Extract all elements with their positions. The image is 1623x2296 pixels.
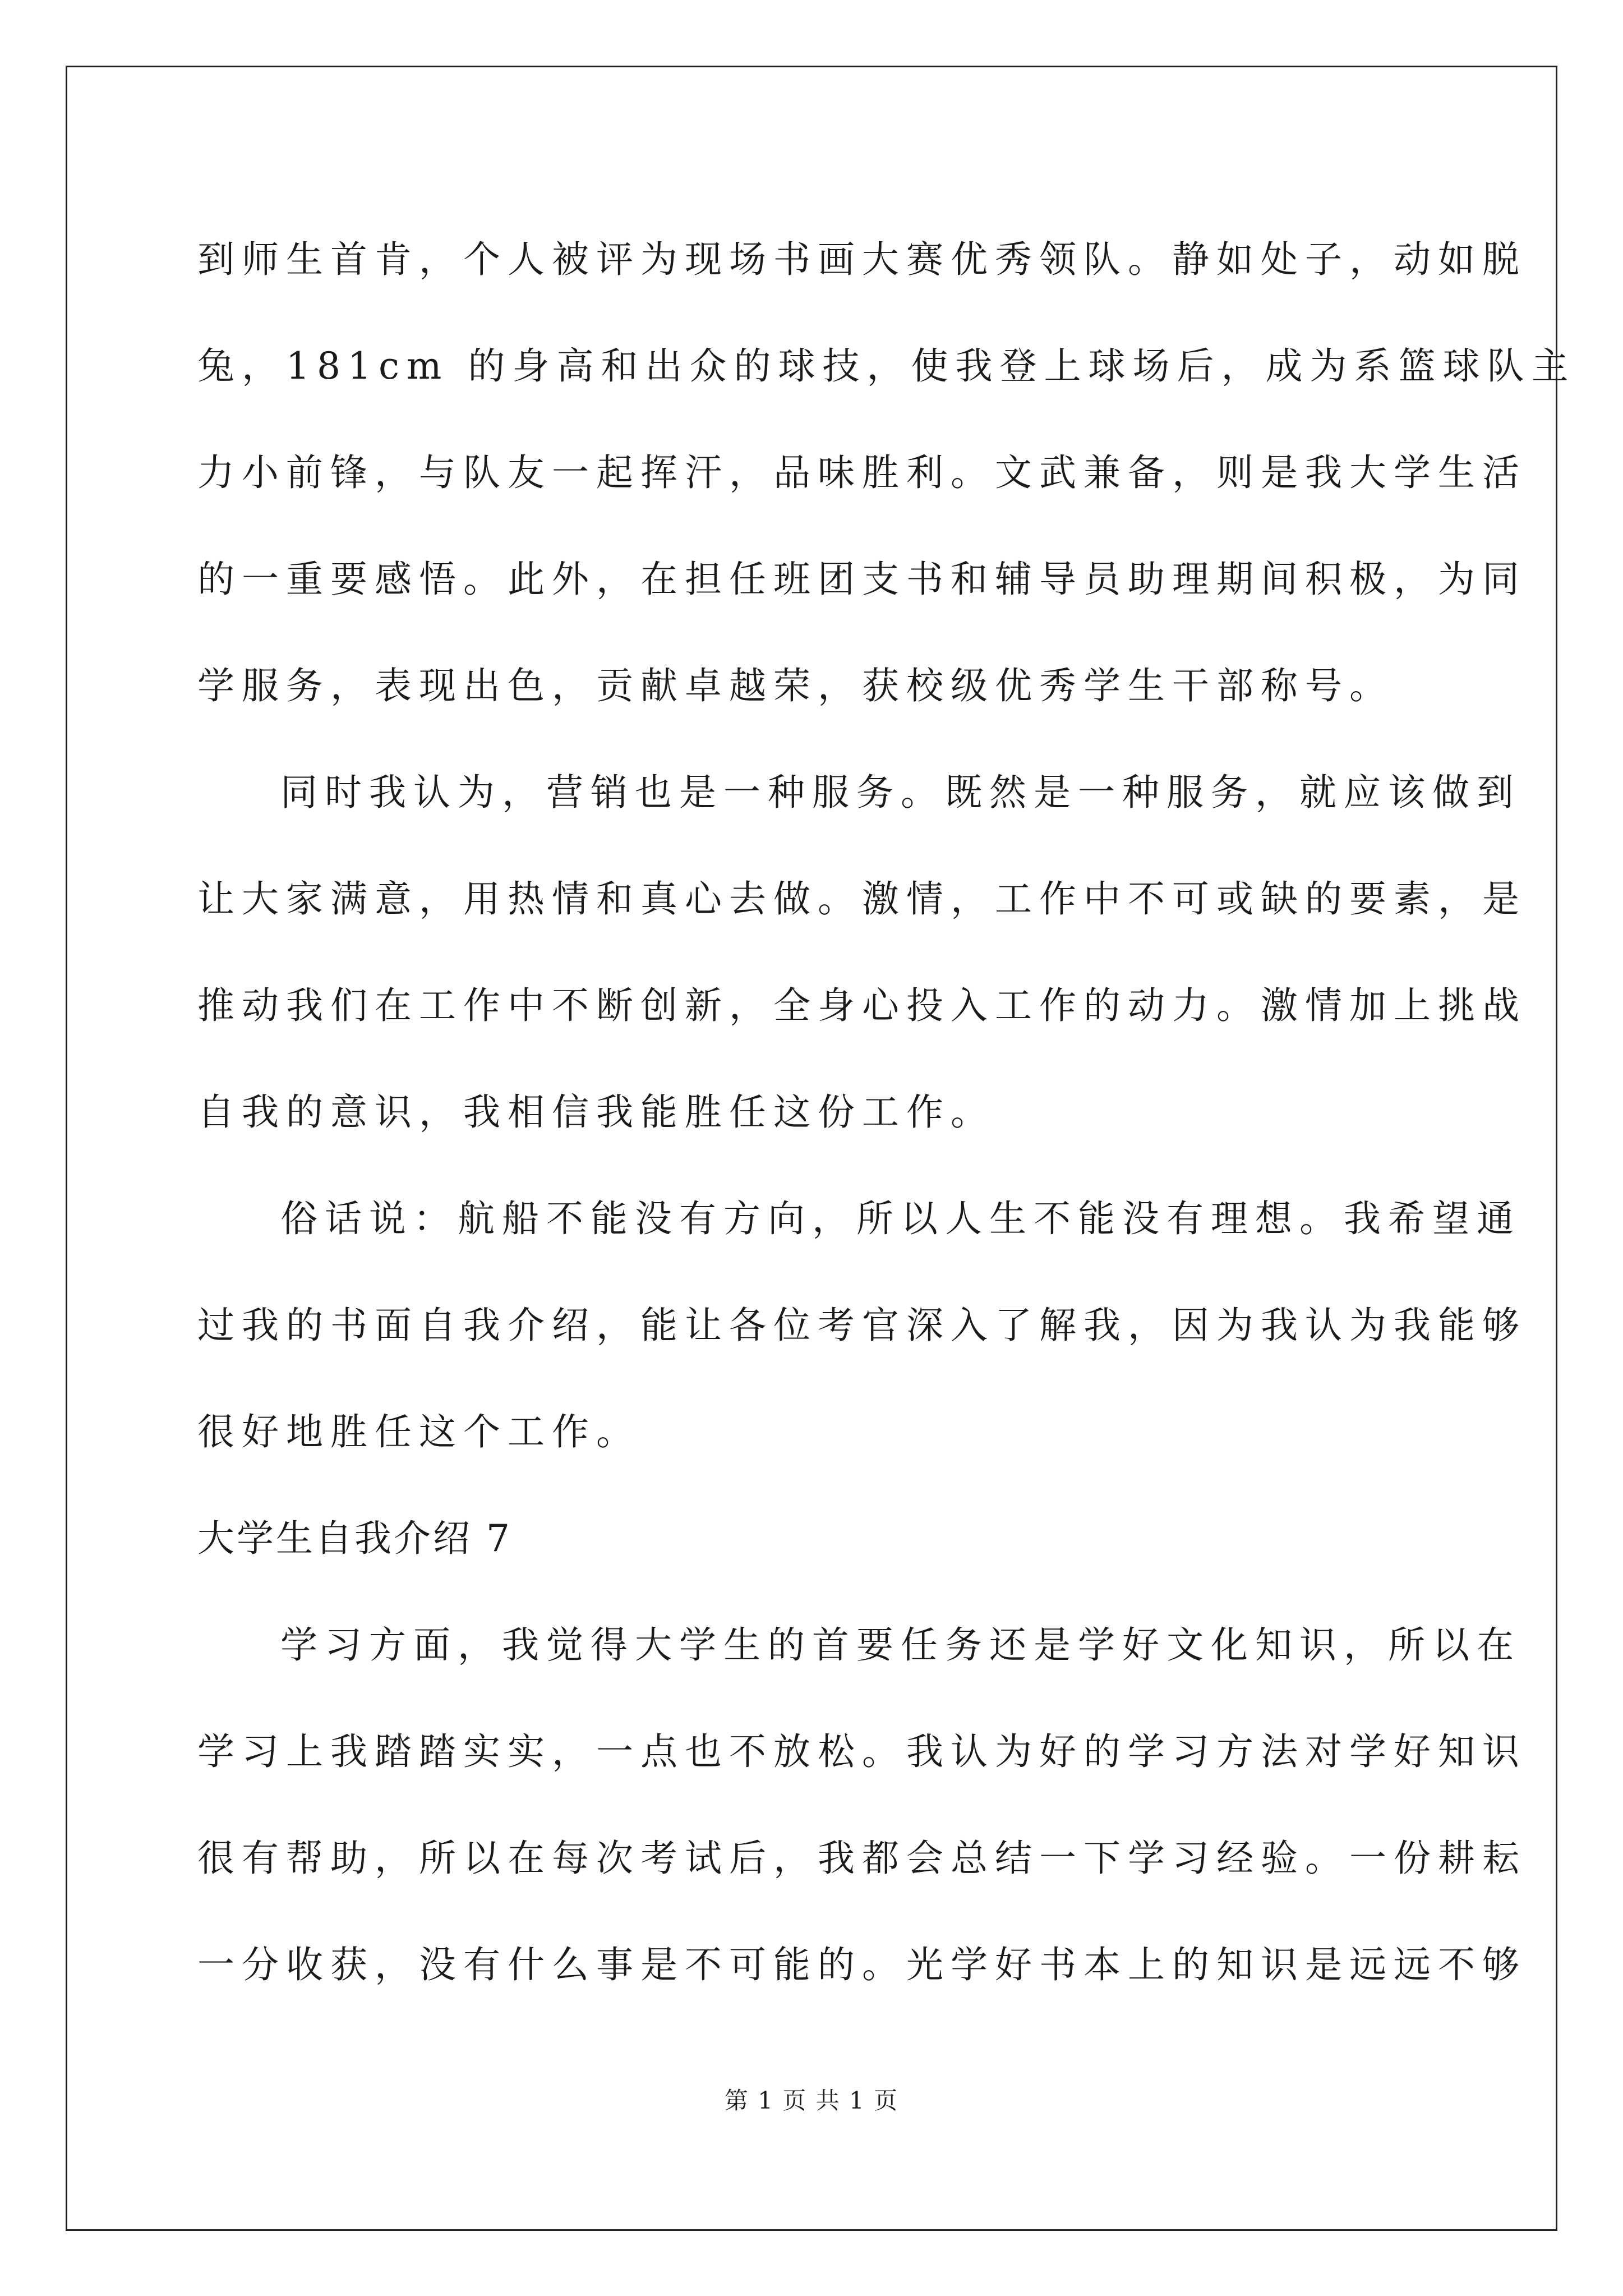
document-body	[197, 206, 1576, 2018]
page-number-footer: 第 1 页 共 1 页	[724, 2087, 899, 2114]
text-line: 到师生首肯，个人被评为现场书画大赛优秀领队。静如处子，动如脱	[197, 238, 1527, 281]
text-line: 很有帮助，所以在每次考试后，我都会总结一下学习经验。一份耕耘	[197, 1837, 1527, 1880]
text-line: 学习上我踏踏实实，一点也不放松。我认为好的学习方法对学好知识	[197, 1730, 1527, 1773]
text-line: 的一重要感悟。此外，在担任班团支书和辅导员助理期间积极，为同	[197, 558, 1527, 601]
text-line: 推动我们在工作中不断创新，全身心投入工作的动力。激情加上挑战	[197, 984, 1527, 1027]
text-line: 自我的意识，我相信我能胜任这份工作。	[197, 1091, 995, 1134]
section-heading: 大学生自我介绍 7	[197, 1517, 512, 1560]
text-line: 兔，181cm 的身高和出众的球技，使我登上球场后，成为系篮球队主	[197, 344, 1576, 388]
text-line: 学习方面，我觉得大学生的首要任务还是学好文化知识，所以在	[280, 1623, 1521, 1667]
text-line: 俗话说：航船不能没有方向，所以人生不能没有理想。我希望通	[280, 1197, 1521, 1240]
text-line: 学服务，表现出色，贡献卓越荣，获校级优秀学生干部称号。	[197, 664, 1394, 707]
text-line: 一分收获，没有什么事是不可能的。光学好书本上的知识是远远不够	[197, 1943, 1527, 1986]
text-line: 同时我认为，营销也是一种服务。既然是一种服务，就应该做到	[280, 771, 1521, 814]
text-line: 力小前锋，与队友一起挥汗，品味胜利。文武兼备，则是我大学生活	[197, 451, 1527, 494]
text-line: 让大家满意，用热情和真心去做。激情，工作中不可或缺的要素，是	[197, 877, 1527, 921]
text-line: 过我的书面自我介绍，能让各位考官深入了解我，因为我认为我能够	[197, 1304, 1527, 1347]
text-line: 很好地胜任这个工作。	[197, 1410, 640, 1453]
